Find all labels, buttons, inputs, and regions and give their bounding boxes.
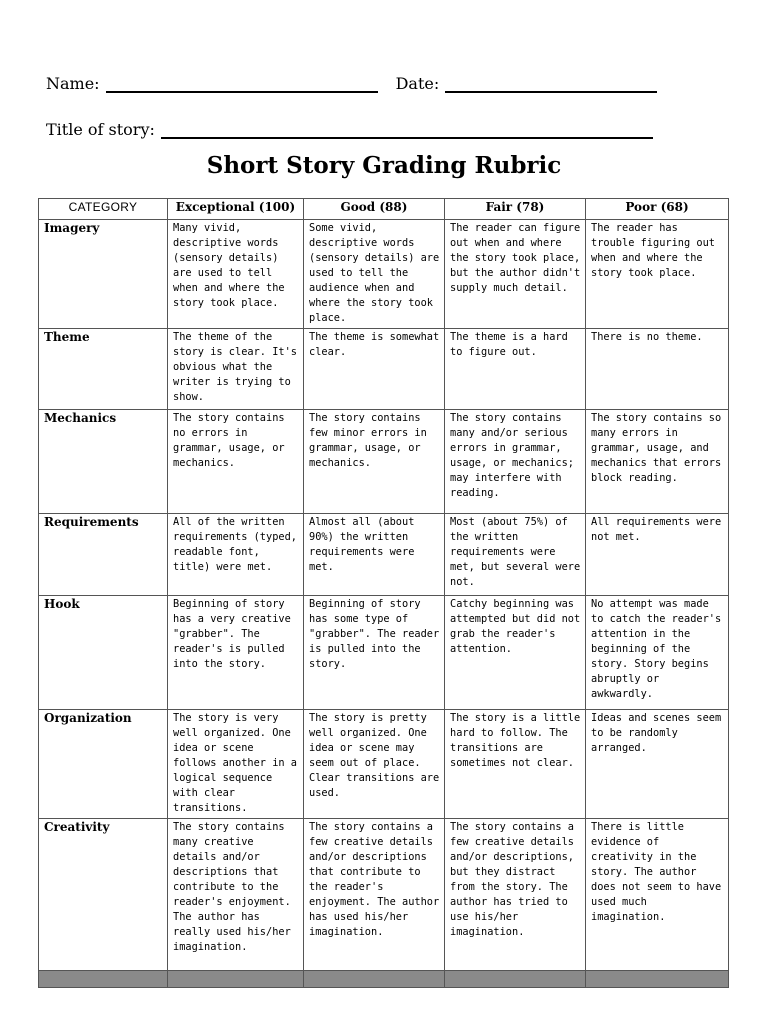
category-cell: Organization (39, 710, 168, 819)
rubric-cell: Catchy beginning was attempted but did not grab the reader's attention. (445, 596, 586, 710)
rubric-cell: Most (about 75%) of the written requirements were met, but several were not. (445, 514, 586, 596)
rubric-cell: Beginning of story has some type of "grabber". The reader is pulled into the story. (304, 596, 445, 710)
rubric-cell: The story contains a few creative details and/or descriptions that contribute to the reader's enjoyment. The author has used his/her imagination. (304, 819, 445, 971)
rubric-cell: The story is very well organized. One idea or scene follows another in a logical sequence with clear transitions. (168, 710, 304, 819)
rubric-cell: The story is pretty well organized. One idea or scene may seem out of place. Clear transitions are used. (304, 710, 445, 819)
footer-cell (168, 971, 304, 988)
rubric-cell: The story is a little hard to follow. The transitions are sometimes not clear. (445, 710, 586, 819)
rubric-cell: The story contains no errors in grammar, usage, or mechanics. (168, 410, 304, 514)
rubric-cell: Some vivid, descriptive words (sensory details) are used to tell the audience when and where the story took place. (304, 220, 445, 329)
column-header-good: Good (88) (304, 199, 445, 220)
footer-cell (304, 971, 445, 988)
date-blank[interactable] (445, 75, 657, 93)
rubric-cell: The story contains a few creative details and/or descriptions, but they distract from the story. The author has tried to use his/her imagination. (445, 819, 586, 971)
name-blank[interactable] (106, 75, 378, 93)
rubric-cell: The theme is somewhat clear. (304, 329, 445, 410)
rubric-table (38, 198, 729, 988)
category-cell: Creativity (39, 819, 168, 971)
column-header-poor: Poor (68) (586, 199, 729, 220)
table-row (39, 514, 729, 596)
column-header-exceptional: Exceptional (100) (168, 199, 304, 220)
footer-cell (445, 971, 586, 988)
story-title-label: Title of story: (46, 120, 155, 139)
rubric-cell: All requirements were not met. (586, 514, 729, 596)
rubric-cell: Many vivid, descriptive words (sensory details) are used to tell when and where the story took place. (168, 220, 304, 329)
date-label: Date: (395, 74, 440, 93)
document-title: Short Story Grading Rubric (206, 152, 562, 179)
table-row (39, 329, 729, 410)
footer-cell (39, 971, 168, 988)
name-label: Name: (46, 74, 100, 93)
table-row (39, 819, 729, 971)
category-cell: Mechanics (39, 410, 168, 514)
rubric-cell: The reader can figure out when and where the story took place, but the author didn't supply much detail. (445, 220, 586, 329)
rubric-cell: There is little evidence of creativity in the story. The author does not seem to have used much imagination. (586, 819, 729, 971)
rubric-cell: There is no theme. (586, 329, 729, 410)
footer-cell (586, 971, 729, 988)
column-header-category: CATEGORY (39, 199, 168, 220)
rubric-cell: Almost all (about 90%) the written requirements were met. (304, 514, 445, 596)
rubric-cell: All of the written requirements (typed, readable font, title) were met. (168, 514, 304, 596)
table-footer-row (39, 971, 729, 988)
category-cell: Imagery (39, 220, 168, 329)
table-row (39, 410, 729, 514)
rubric-cell: The story contains many creative details and/or descriptions that contribute to the reader's enjoyment. The author has really used his/her imagination. (168, 819, 304, 971)
rubric-cell: The story contains so many errors in grammar, usage, and mechanics that errors block reading. (586, 410, 729, 514)
column-header-fair: Fair (78) (445, 199, 586, 220)
story-title-row (46, 120, 653, 139)
table-row (39, 710, 729, 819)
story-title-blank[interactable] (161, 121, 653, 139)
rubric-cell: The story contains many and/or serious errors in grammar, usage, or mechanics; may interfere with reading. (445, 410, 586, 514)
table-row (39, 220, 729, 329)
table-row (39, 596, 729, 710)
category-cell: Hook (39, 596, 168, 710)
rubric-cell: Beginning of story has a very creative "grabber". The reader's is pulled into the story. (168, 596, 304, 710)
rubric-cell: The theme is a hard to figure out. (445, 329, 586, 410)
rubric-cell: The theme of the story is clear. It's obvious what the writer is trying to show. (168, 329, 304, 410)
name-date-row (46, 74, 657, 93)
header-row (39, 199, 729, 220)
rubric-cell: The story contains few minor errors in grammar, usage, or mechanics. (304, 410, 445, 514)
category-cell: Requirements (39, 514, 168, 596)
rubric-cell: No attempt was made to catch the reader's attention in the beginning of the story. Story begins abruptly or awkwardly. (586, 596, 729, 710)
rubric-cell: Ideas and scenes seem to be randomly arranged. (586, 710, 729, 819)
category-cell: Theme (39, 329, 168, 410)
rubric-cell: The reader has trouble figuring out when and where the story took place. (586, 220, 729, 329)
